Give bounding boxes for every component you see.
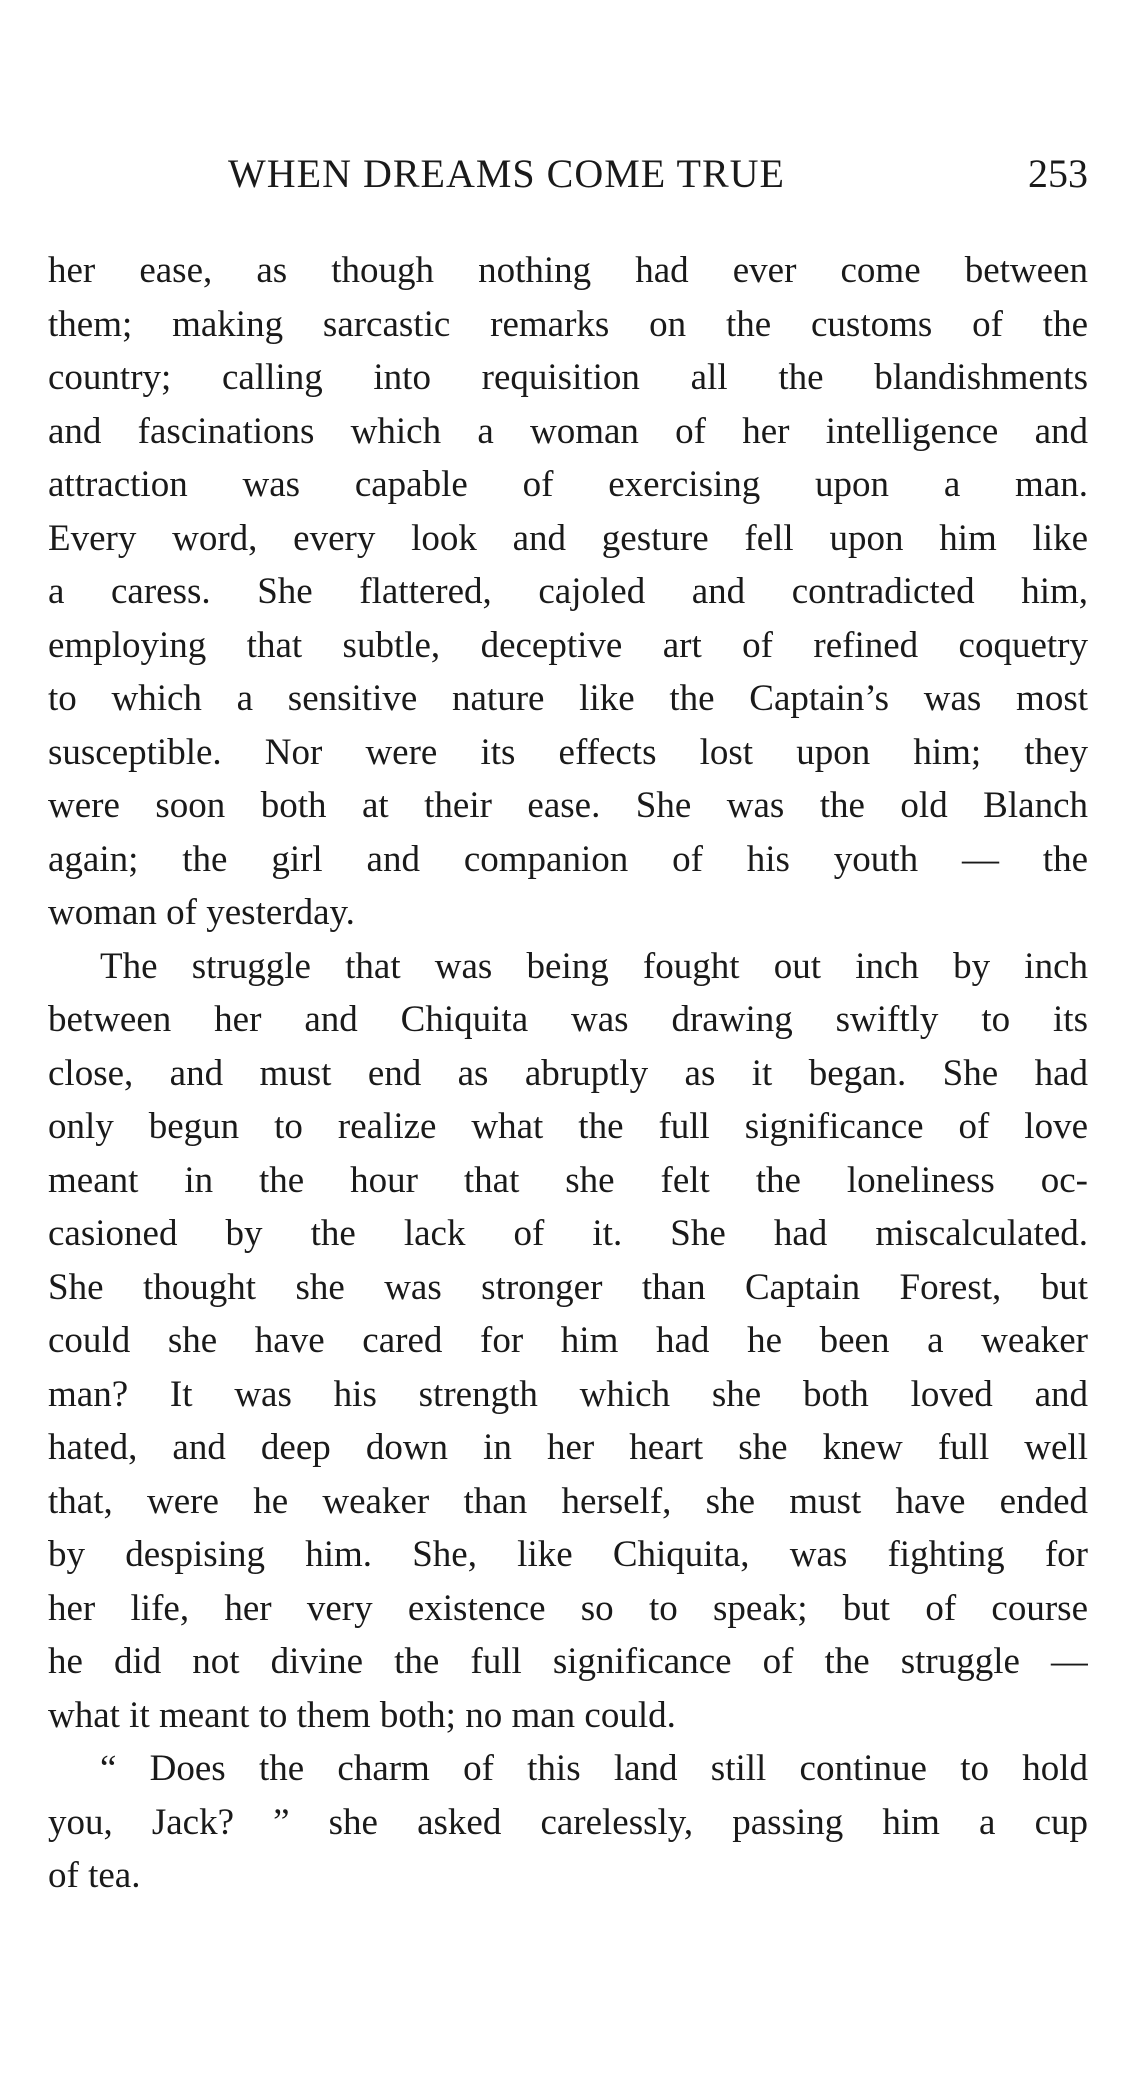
page-number: 253 (1028, 151, 1088, 196)
text-line: attraction was capable of exercising upon a man. (48, 464, 1088, 505)
text-line: you, Jack? ” she asked carelessly, passing him a cup (48, 1801, 1088, 1843)
text-line: that, were he weaker than herself, she must have ended (48, 1480, 1088, 1522)
running-head (48, 150, 1088, 200)
text-line: She thought she was stronger than Captain Forest, but (48, 1266, 1088, 1308)
text-line: country; calling into requisition all the blandishments (48, 357, 1088, 398)
text-line: were soon both at their ease. She was the old Blanch (48, 785, 1088, 826)
text-line: casioned by the lack of it. She had miscalculated. (48, 1213, 1088, 1254)
text-line: he did not divine the full significance of the struggle — (48, 1641, 1088, 1682)
text-line: and fascinations which a woman of her intelligence and (48, 410, 1088, 452)
text-line: a caress. She flattered, cajoled and contradicted him, (48, 571, 1088, 612)
text-line: her ease, as though nothing had ever come between (48, 250, 1088, 291)
text-line: what it meant to them both; no man could. (48, 1694, 676, 1736)
text-line: of tea. (48, 1855, 141, 1896)
text-line: woman of yesterday. (48, 892, 355, 933)
paragraph (48, 244, 1088, 940)
text-line: between her and Chiquita was drawing swiftly to its (48, 999, 1088, 1040)
paragraph (48, 940, 1088, 1743)
text-line: meant in the hour that she felt the loneliness oc- (48, 1159, 1088, 1201)
text-line: Every word, every look and gesture fell upon him like (48, 517, 1088, 559)
text-line: them; making sarcastic remarks on the customs of the (48, 303, 1088, 345)
text-line: again; the girl and companion of his youth — the (48, 838, 1088, 880)
paragraph (48, 1742, 1088, 1903)
body-text (48, 244, 1088, 1903)
text-line: to which a sensitive nature like the Captain’s was most (48, 678, 1088, 719)
running-title: WHEN DREAMS COME TRUE (228, 151, 785, 196)
text-line: only begun to realize what the full significance of love (48, 1106, 1088, 1147)
text-line: hated, and deep down in her heart she knew full well (48, 1427, 1088, 1468)
text-line: man? It was his strength which she both loved and (48, 1373, 1088, 1415)
text-line: close, and must end as abruptly as it began. She had (48, 1052, 1088, 1094)
text-line: “ Does the charm of this land still continue to hold (100, 1748, 1088, 1789)
text-line: her life, her very existence so to speak; but of course (48, 1587, 1088, 1629)
text-line: susceptible. Nor were its effects lost upon him; they (48, 731, 1088, 773)
text-line: employing that subtle, deceptive art of refined coquetry (48, 624, 1088, 666)
text-line: could she have cared for him had he been a weaker (48, 1320, 1088, 1361)
text-line: by despising him. She, like Chiquita, was fighting for (48, 1534, 1088, 1575)
text-line: The struggle that was being fought out inch by inch (100, 945, 1088, 987)
